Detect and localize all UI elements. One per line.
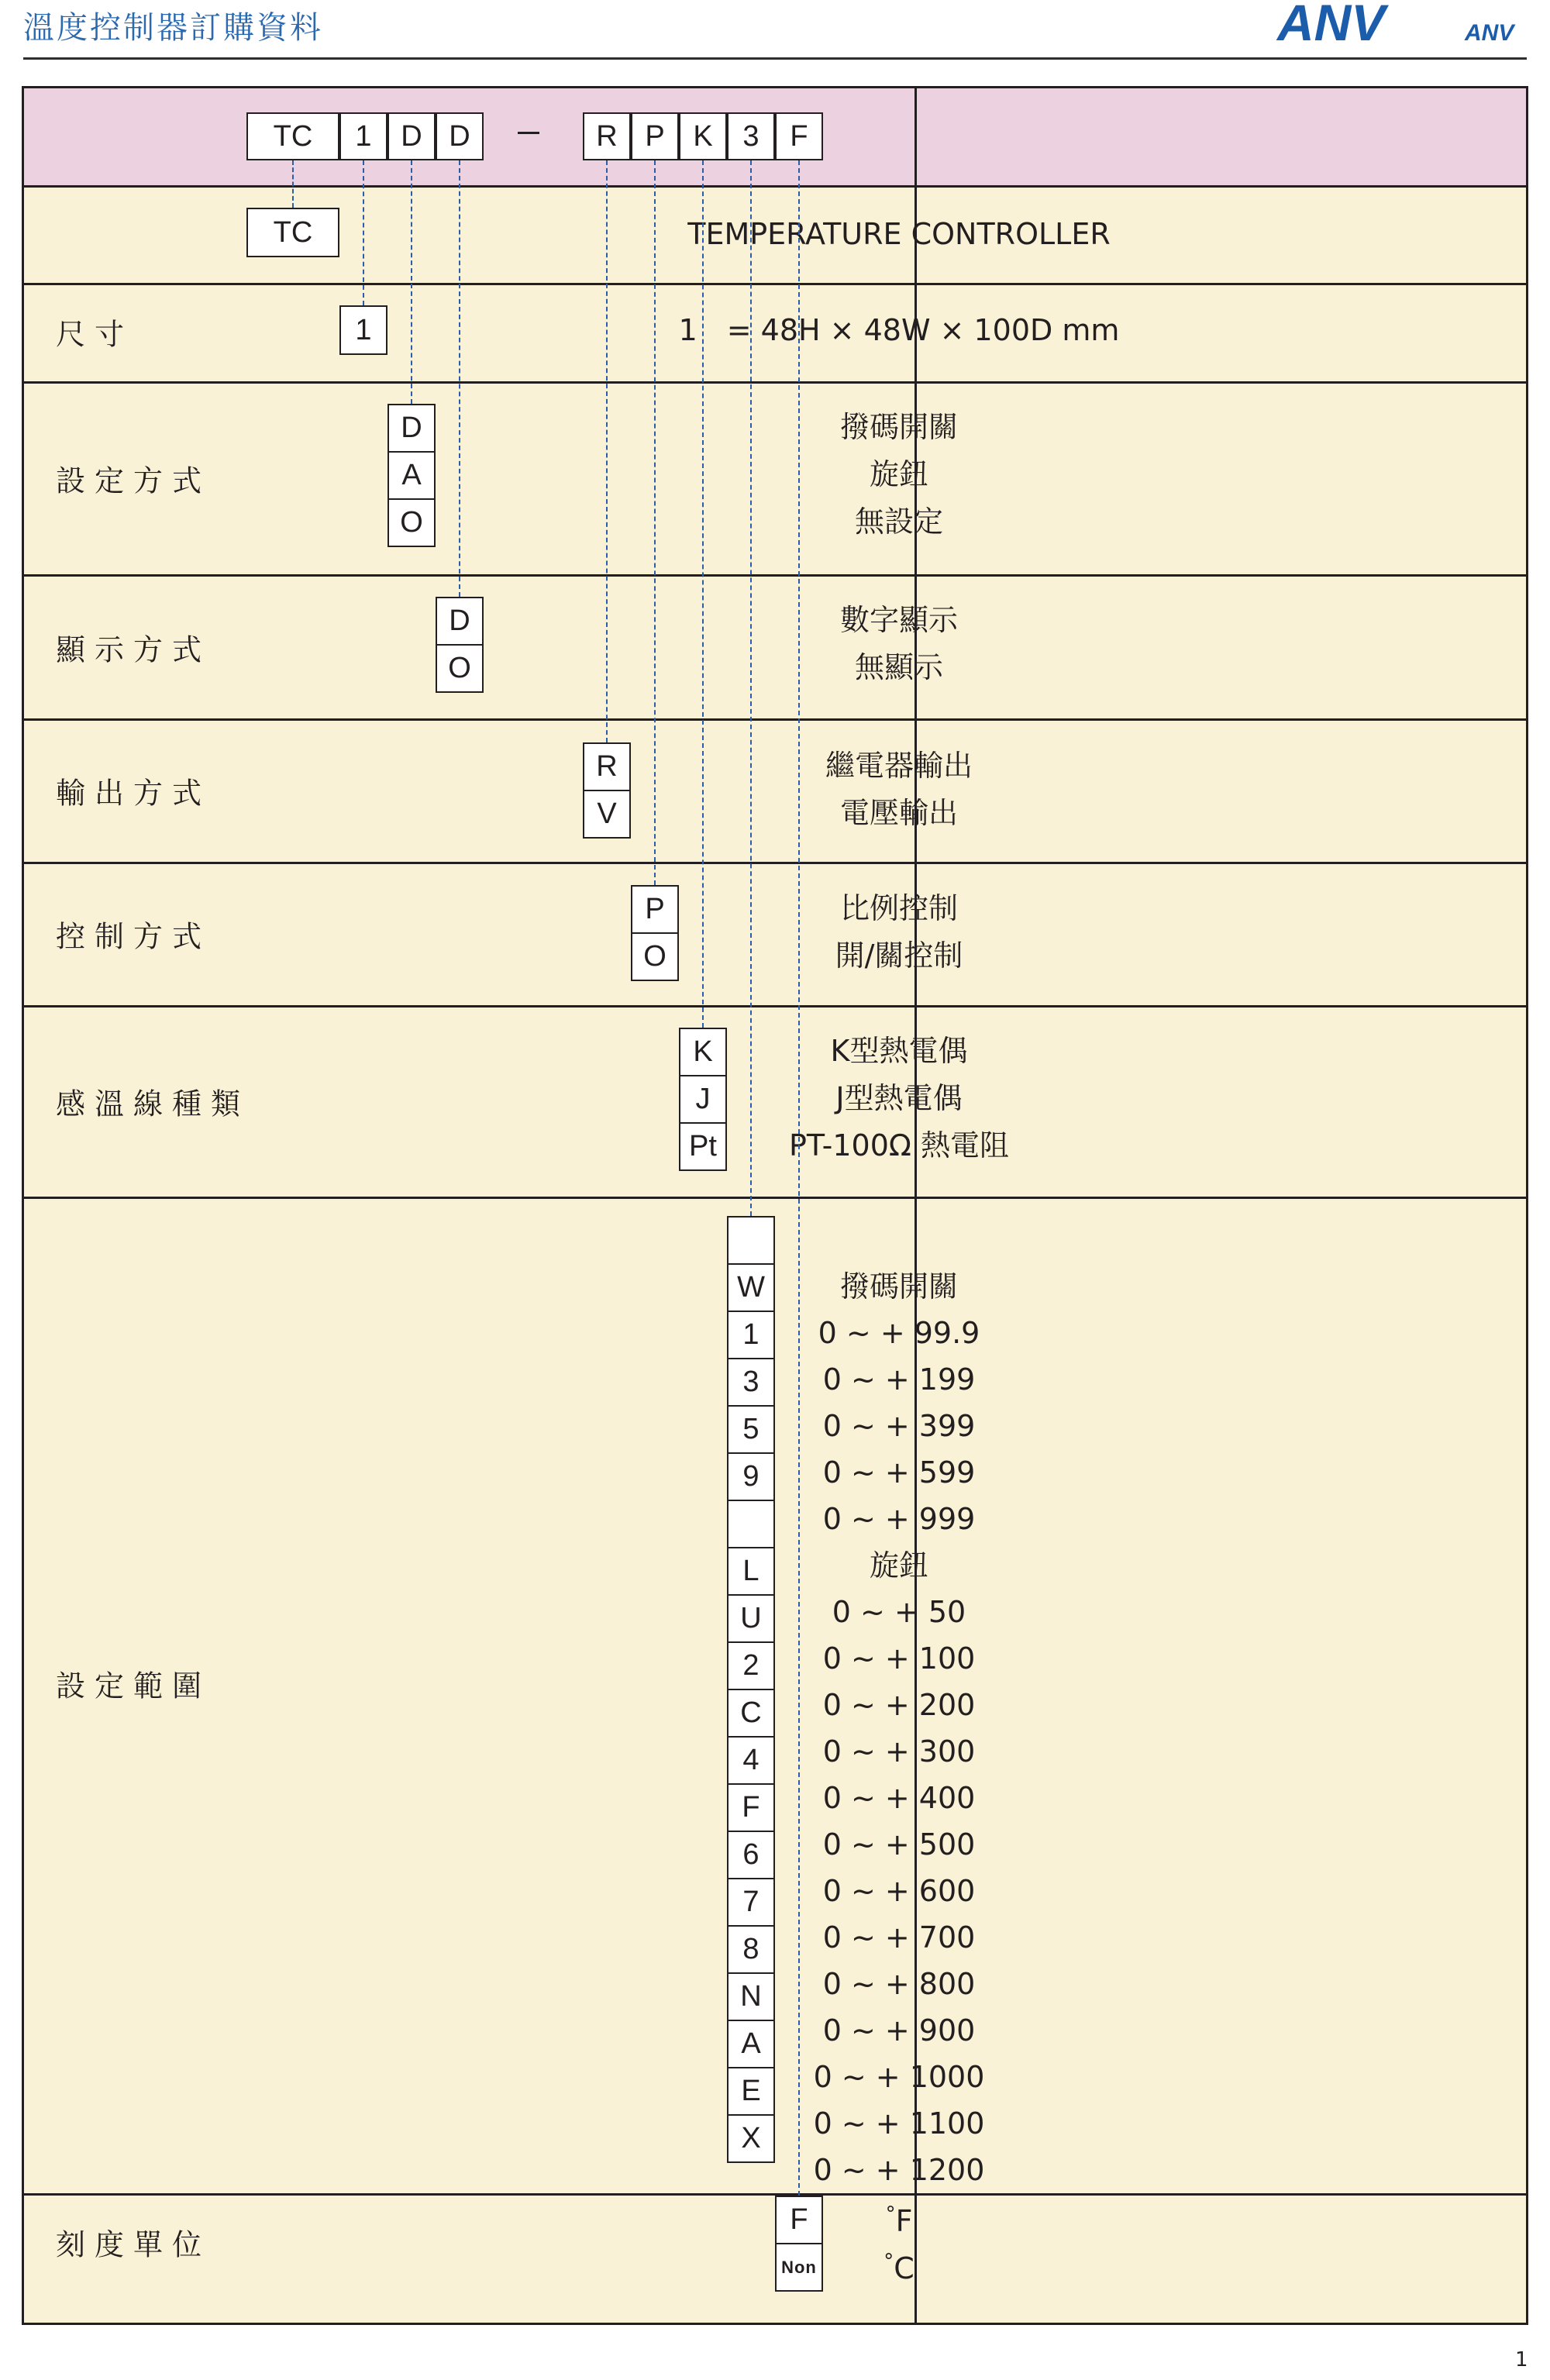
description-line: 無設定 xyxy=(854,505,943,539)
option-code-cell: 7 xyxy=(727,1878,775,1927)
description-line: 0 ~ + 199 xyxy=(822,1362,976,1397)
description-line: 無顯示 xyxy=(854,650,943,684)
row-divider xyxy=(22,283,1528,285)
option-code-cell: 1 xyxy=(727,1311,775,1359)
option-code-cell: U xyxy=(727,1594,775,1643)
option-code-cell: 3 xyxy=(727,1358,775,1407)
logo-main-text: ANV xyxy=(1277,0,1386,48)
option-description xyxy=(577,211,1221,258)
row-divider xyxy=(22,1197,1528,1199)
model-code-segment: D xyxy=(388,112,436,160)
option-code-cell: J xyxy=(679,1075,727,1124)
option-description xyxy=(577,404,1221,546)
row-label: 輸出方式 xyxy=(56,776,212,811)
option-code-cell: K xyxy=(679,1028,727,1076)
description-line: 開/關控制 xyxy=(835,939,963,973)
description-line: 0 ~ + 50 xyxy=(832,1595,966,1629)
option-code-cell: V xyxy=(583,790,631,839)
description-line: 比例控制 xyxy=(839,891,958,925)
option-code-cell: 9 xyxy=(727,1452,775,1501)
description-line: TEMPERATURE CONTROLLER xyxy=(687,217,1111,251)
option-code-cell xyxy=(727,1500,775,1548)
row-divider xyxy=(22,574,1528,577)
option-code-cell: L xyxy=(727,1547,775,1596)
model-code-segment: F xyxy=(775,112,823,160)
option-description xyxy=(577,1028,1221,1169)
row-divider xyxy=(22,862,1528,864)
description-line: 0 ~ + 999 xyxy=(822,1502,976,1536)
page-title: 溫度控制器訂購資料 xyxy=(23,10,323,46)
model-code-segment: K xyxy=(679,112,727,160)
description-line: 數字顯示 xyxy=(839,603,958,637)
row-label: 顯示方式 xyxy=(56,632,212,667)
option-code-cell: TC xyxy=(246,208,339,257)
description-line: K型熱電偶 xyxy=(830,1034,968,1068)
option-code-cell: C xyxy=(727,1689,775,1738)
unit-letter: C xyxy=(894,2251,914,2285)
description-line: 0 ~ + 800 xyxy=(822,1967,976,2001)
description-line: PT-100Ω 熱電阻 xyxy=(789,1128,1009,1162)
row-label: 刻度單位 xyxy=(56,2227,212,2262)
row-divider xyxy=(22,1005,1528,1007)
option-description xyxy=(577,742,1221,837)
option-code-cell: E xyxy=(727,2067,775,2116)
model-code-segment: D xyxy=(436,112,484,160)
option-code-cell: N xyxy=(727,1972,775,2021)
option-code-cell: 2 xyxy=(727,1641,775,1690)
option-code-cell: O xyxy=(436,644,484,693)
description-line: 0 ~ + 500 xyxy=(822,1827,976,1862)
degree-symbol: ° xyxy=(884,2250,894,2273)
option-code-cell: X xyxy=(727,2114,775,2163)
row-divider xyxy=(22,381,1528,384)
page-number: 1 xyxy=(1515,2348,1528,2371)
description-line: 1 = 48H × 48W × 100D mm xyxy=(678,313,1120,347)
option-code-cell: Pt xyxy=(679,1122,727,1171)
description-line: 旋鈕 xyxy=(869,457,928,491)
description-line: J型熱電偶 xyxy=(835,1081,963,1115)
model-code-segment: P xyxy=(631,112,679,160)
row-label: 設定範圍 xyxy=(56,1669,212,1703)
row-divider xyxy=(22,2323,1528,2325)
row-divider xyxy=(22,718,1528,721)
model-code-segment: 1 xyxy=(339,112,388,160)
header-rule xyxy=(23,57,1527,60)
option-code-cell: D xyxy=(436,597,484,646)
description-line: 0 ~ + 99.9 xyxy=(818,1316,980,1350)
description-line xyxy=(577,2245,1221,2292)
description-line: 0 ~ + 599 xyxy=(822,1455,976,1490)
row-divider xyxy=(22,86,1528,88)
option-code-cell: 1 xyxy=(339,305,388,355)
model-code-segment: R xyxy=(583,112,631,160)
option-code-cell: W xyxy=(727,1263,775,1312)
degree-symbol: ° xyxy=(885,2203,896,2226)
option-code-cell: O xyxy=(388,498,436,547)
description-line: 0 ~ + 1000 xyxy=(813,2060,985,2094)
option-description xyxy=(577,597,1221,691)
option-code-cell: F xyxy=(775,2196,823,2244)
description-line: 電壓輸出 xyxy=(839,796,958,830)
option-code-cell: 5 xyxy=(727,1405,775,1454)
row-label: 感溫線種類 xyxy=(56,1087,250,1121)
description-line: 0 ~ + 400 xyxy=(822,1781,976,1815)
option-code-cell: D xyxy=(388,404,436,453)
model-code-segment: TC xyxy=(246,112,339,160)
row-divider xyxy=(22,185,1528,188)
option-code-cell: 4 xyxy=(727,1736,775,1785)
option-code-cell: A xyxy=(727,2020,775,2068)
option-description xyxy=(577,2198,1221,2292)
description-line: 0 ~ + 900 xyxy=(822,2013,976,2048)
model-code-separator xyxy=(518,132,539,134)
option-code-cell: R xyxy=(583,742,631,791)
description-line: 撥碼開關 xyxy=(839,410,958,444)
description-line xyxy=(577,2198,1221,2245)
column-divider xyxy=(22,86,24,2325)
option-description xyxy=(577,307,1221,354)
description-line: 0 ~ + 1200 xyxy=(813,2153,985,2187)
logo-small-text: ANV xyxy=(1465,20,1514,46)
description-line: 0 ~ + 1100 xyxy=(813,2106,985,2141)
option-description xyxy=(577,1263,1221,2193)
row-label: 控制方式 xyxy=(56,919,212,954)
description-line: 0 ~ + 100 xyxy=(822,1641,976,1676)
description-line: 繼電器輸出 xyxy=(825,749,973,783)
description-line: 0 ~ + 200 xyxy=(822,1688,976,1722)
description-line: 0 ~ + 600 xyxy=(822,1874,976,1908)
option-code-cell: P xyxy=(631,885,679,934)
option-code-cell: 6 xyxy=(727,1831,775,1879)
option-code-cell xyxy=(727,1216,775,1265)
description-line: 0 ~ + 399 xyxy=(822,1409,976,1443)
anv-logo xyxy=(1271,0,1527,48)
row-label: 設定方式 xyxy=(56,463,212,498)
column-divider xyxy=(1526,86,1528,2325)
description-line: 0 ~ + 300 xyxy=(822,1734,976,1769)
option-code-cell: O xyxy=(631,932,679,981)
model-code-segment: 3 xyxy=(727,112,775,160)
option-code-cell: Non xyxy=(775,2243,823,2292)
description-line: 撥碼開關 xyxy=(839,1269,958,1304)
option-code-cell: 8 xyxy=(727,1925,775,1974)
option-code-cell: F xyxy=(727,1783,775,1832)
row-label: 尺寸 xyxy=(56,317,134,352)
option-code-cell: A xyxy=(388,451,436,500)
unit-letter: F xyxy=(895,2204,913,2238)
description-line: 旋鈕 xyxy=(869,1548,928,1583)
description-line: 0 ~ + 700 xyxy=(822,1920,976,1955)
